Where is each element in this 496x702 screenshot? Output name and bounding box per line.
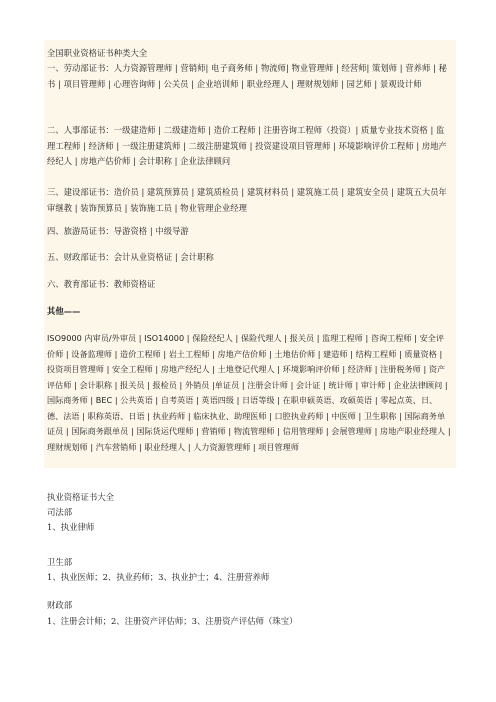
education-ministry-section: 六、教育部证书：教师资格证 <box>47 279 156 289</box>
other-certificates-text: ISO9000 内审员/外审员 | ISO14000 | 保险经纪人 | 保险代理人 | 报关员 | 监理工程师 | 咨询工程师 | 安全评价师 | 设备监理师 | 造价工程师 | 岩土工程师 | 房地产估价师 | 土地估价师 | 建造师 | 结构工程师 | 质量资格 | 投资项目管理师 | 安全工程师 | 房地产经纪人 | 土地登记代理人 | 环境影响评价师 | 经济师 | 注册税务师 | 资产评估师 | 会计职称 | 报关员 | 报检员 | 外销员 |单证员 | 注册会计师 | 会计证 | 统计师 | 审计师 | 企业法律顾问 | 国际商务师 | BEC | 公共英语 | 自考英语 | 英语四级 | 日语等级 | 在职申硕英语、攻硕英语 | 零起点英、日、德、法语 | 职称英语、日语 | 执业药师 | 临床执业、助理医师 | 口腔执业药师 | 中医师 | 卫生职称 | 国际商务单证员 | 国际商务跟单员 | 国际货运代理师 | 营销师 | 物流管理师 | 信用管理师 | 会展管理师 | 房地产职业经理人 | 理财规划师 | 汽车营销师 | 职业经理人 | 人力资源管理师 | 项目管理师 <box>47 333 451 452</box>
finance-items: 1、注册会计师；2、注册资产评估师；3、注册资产评估师（珠宝） <box>47 616 298 626</box>
other-heading-text: 其他—— <box>47 306 81 316</box>
construction-ministry-section: 三、建设部证书：造价员 | 建筑预算员 | 建筑质检员 | 建筑材料员 | 建筑施工员 | 建筑安全员 | 建筑五大员年审继教 | 装饰预算员 | 装饰施工员 | 物业管理企业经理 <box>47 187 447 213</box>
health-heading: 卫生部 <box>47 557 73 567</box>
tourism-bureau-section: 四、旅游局证书：导游资格 | 中级导游 <box>47 226 189 236</box>
finance-ministry-section: 五、财政部证书：会计从业资格证 | 会计职称 <box>47 252 214 262</box>
other-heading <box>47 304 451 320</box>
labor-ministry-section: 一、劳动部证书：人力资源管理师 | 营销师| 电子商务师 | 物流师| 物业管理师 | 经营师| 策划师 | 营养师 | 秘书 | 项目管理师 | 心理咨询师 | 公关员 | 企业培训师 | 职业经理人 | 理财规划师 | 园艺师 | 景观设计师 <box>47 63 447 89</box>
judicial-items: 1、执业律师 <box>47 522 95 532</box>
personnel-ministry-section: 二、人事部证书：一级建造师 | 二级建造师 | 造价工程师 | 注册咨询工程师（投资）| 质量专业技术资格 | 监理工程师 | 经济师 | 一级注册建筑师 | 二级注册建筑师 | 投资建设项目管理师 | 环境影响评价工程师 | 房地产经纪人 | 房地产估价师 | 会计职称 | 企业法律顾问 <box>47 125 447 166</box>
finance-heading: 财政部 <box>47 600 73 610</box>
judicial-heading: 司法部 <box>47 507 73 517</box>
lower-section-title: 执业资格证书大全 <box>47 492 114 502</box>
health-items: 1、执业医师；2、执业药师；3、执业护士；4、注册营养师 <box>47 572 270 582</box>
document-title: 全国职业资格证书种类大全 <box>47 48 148 58</box>
